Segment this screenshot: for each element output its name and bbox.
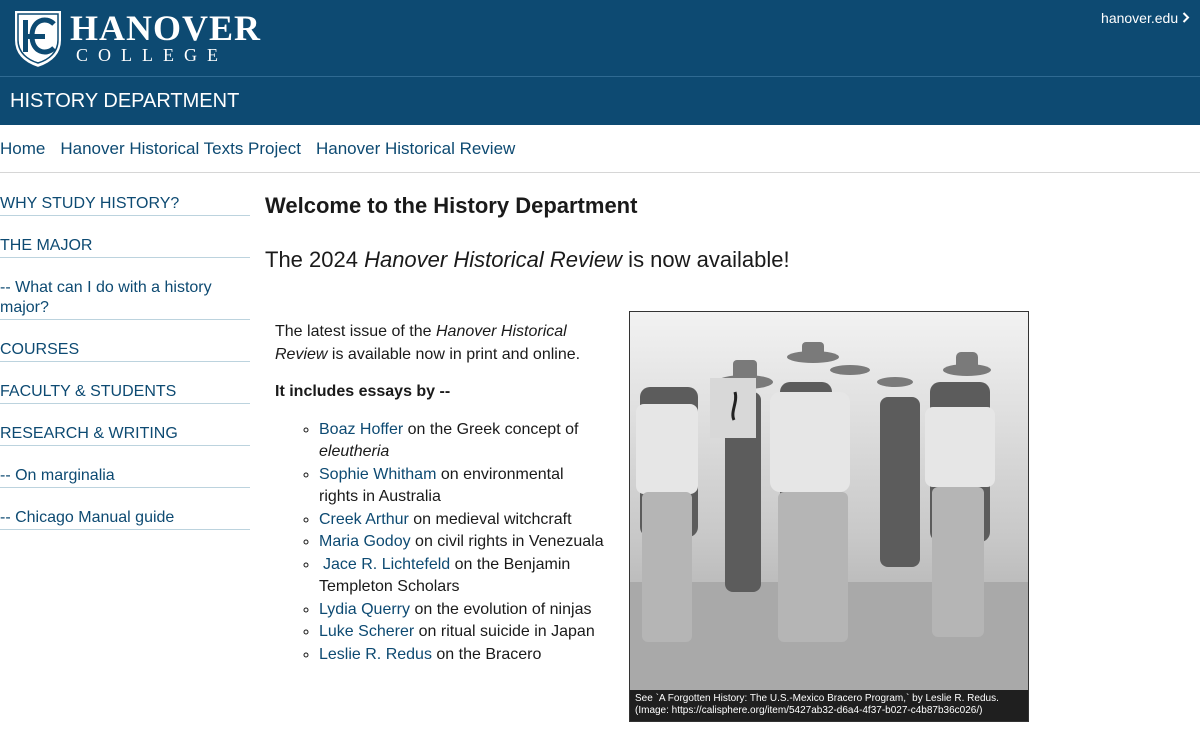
main-content: [265, 193, 1165, 275]
intro-paragraph: [275, 321, 605, 366]
sidebar-item-research-writing[interactable]: RESEARCH & WRITING: [0, 420, 250, 446]
main-nav: [0, 125, 1200, 173]
essay-summary: [275, 321, 605, 666]
photo-caption: [630, 690, 1028, 721]
department-title[interactable]: HISTORY DEPARTMENT: [0, 76, 1200, 125]
list-item: [319, 644, 605, 667]
site-header: [0, 0, 1200, 76]
essay-topic: on the evolution of ninjas: [410, 600, 592, 618]
intro-review-title: Hanover Historical Review: [275, 323, 567, 363]
author-link[interactable]: Jace R. Lichtefeld: [323, 555, 451, 573]
includes-label: It includes essays by --: [275, 383, 451, 400]
list-item: [319, 554, 605, 599]
list-item: [319, 599, 605, 622]
hanover-edu-link[interactable]: [1101, 10, 1190, 26]
list-item: [319, 621, 605, 644]
college-crest-icon: [10, 6, 66, 70]
author-link[interactable]: Lydia Querry: [319, 600, 410, 618]
essay-list: [275, 419, 605, 667]
announcement-heading: [265, 245, 1165, 275]
nav-item-texts-project[interactable]: Hanover Historical Texts Project: [60, 138, 301, 158]
list-item: [319, 509, 605, 532]
list-item: [319, 419, 605, 464]
announcement-pre: The 2024: [265, 247, 365, 272]
photo-caption-line-2: (Image: https://calisphere.org/item/5427ab32-d6a4-4f37-b027-c4b87b36c026/): [635, 705, 983, 716]
sidebar: [0, 190, 250, 546]
bracero-photo: [629, 311, 1029, 722]
intro-pre: The latest issue of the: [275, 323, 436, 340]
essay-topic: on the Greek concept of: [403, 420, 579, 438]
logo-bottom-text: COLLEGE: [76, 45, 228, 65]
sidebar-item-courses[interactable]: COURSES: [0, 336, 250, 362]
bracero-photo-image: [630, 312, 1028, 721]
logo-wordmark: [70, 8, 262, 65]
hanover-logo[interactable]: [10, 6, 261, 70]
essay-topic-italic: eleutheria: [319, 443, 390, 460]
sidebar-item-history-major-careers[interactable]: -- What can I do with a history major?: [0, 274, 250, 320]
announcement-review-title: Hanover Historical Review: [364, 247, 623, 272]
hanover-edu-link-label: hanover.edu: [1101, 10, 1179, 26]
essay-topic: on the Benjamin Templeton Scholars: [319, 555, 571, 595]
essay-topic: on civil rights in Venezuala: [410, 533, 604, 550]
essay-topic: on the Bracero: [431, 645, 542, 663]
author-link[interactable]: Boaz Hoffer: [319, 420, 404, 438]
author-link[interactable]: Leslie R. Redus: [319, 645, 432, 663]
announcement-post: is now available!: [622, 247, 790, 272]
essay-topic: on ritual suicide in Japan: [414, 623, 595, 640]
sidebar-item-chicago-manual[interactable]: -- Chicago Manual guide: [0, 504, 250, 530]
page-title: Welcome to the History Department: [265, 193, 638, 218]
sidebar-item-faculty-students[interactable]: FACULTY & STUDENTS: [0, 378, 250, 404]
list-item: [319, 464, 605, 509]
author-link[interactable]: Sophie Whitham: [319, 465, 437, 483]
photo-caption-line-1: See `A Forgotten History: The U.S.-Mexico Bracero Program,` by Leslie R. Redus.: [635, 693, 999, 704]
essay-topic: on environmental rights in Australia: [319, 465, 564, 505]
intro-post: is available now in print and online.: [327, 345, 581, 363]
author-link[interactable]: Maria Godoy: [319, 533, 411, 550]
list-item: [319, 531, 605, 554]
sidebar-item-the-major[interactable]: THE MAJOR: [0, 232, 250, 258]
sidebar-item-why-study[interactable]: WHY STUDY HISTORY?: [0, 190, 250, 216]
sidebar-item-marginalia[interactable]: -- On marginalia: [0, 462, 250, 488]
author-link[interactable]: Creek Arthur: [319, 510, 409, 528]
nav-item-historical-review[interactable]: Hanover Historical Review: [315, 138, 516, 158]
essay-topic: on medieval witchcraft: [408, 510, 572, 528]
chevron-right-icon: [1182, 12, 1190, 23]
logo-top-text: HANOVER: [70, 8, 262, 48]
nav-item-home[interactable]: Home: [0, 138, 46, 158]
author-link[interactable]: Luke Scherer: [319, 623, 415, 640]
